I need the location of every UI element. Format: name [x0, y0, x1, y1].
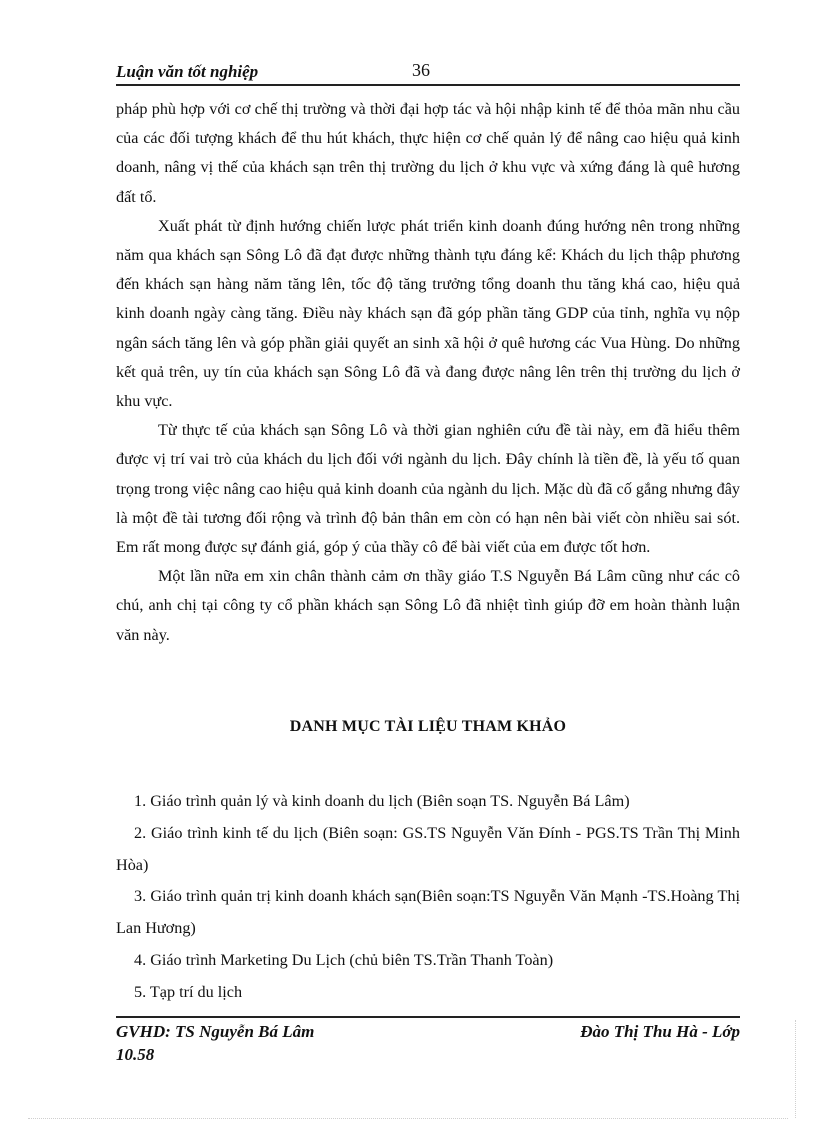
- references-list: [116, 786, 740, 1009]
- paragraph: Xuất phát từ định hướng chiến lược phát triển kinh doanh đúng hướng nên trong những năm qua khách sạn Sông Lô đã đạt được những thành tựu đáng kể: Khách du lịch thập phương đến khách sạn hàng năm tăng lên, tốc độ tăng trưởng tổng doanh thu tăng khá cao, hiệu quả kinh doanh ngày càng tăng. Điều này khách sạn đã góp phần tăng GDP của tỉnh, nghĩa vụ nộp ngân sách tăng lên và góp phần giải quyết an sinh xã hội ở quê hương các Vua Hùng. Do những kết quả trên, uy tín của khách sạn Sông Lô đã và đang được nâng lên trên thị trường du lịch ở khu vực.: [116, 216, 740, 411]
- page-edge-divider-vertical: [795, 1020, 796, 1118]
- body-text: [116, 95, 740, 650]
- page-header: [116, 58, 740, 86]
- footer-class: 10.58: [116, 1045, 155, 1064]
- page-footer: [116, 1016, 740, 1064]
- reference-item: 1. Giáo trình quản lý và kinh doanh du lịch (Biên soạn TS. Nguyễn Bá Lâm): [134, 792, 630, 810]
- reference-item: 3. Giáo trình quản trị kinh doanh khách sạn(Biên soạn:TS Nguyễn Văn Mạnh -TS.Hoàng Thị Lan Hương): [116, 887, 740, 938]
- footer-author: Đào Thị Thu Hà - Lớp: [580, 1022, 740, 1041]
- paragraph-continuation: pháp phù hợp với cơ chế thị trường và thời đại hợp tác và hội nhập kinh tế để thỏa mãn nhu cầu của các đối tượng khách để thu hút khách, thực hiện cơ chế quản lý để nâng cao hiệu quả kinh doanh, nâng vị thế của khách sạn trên thị trường du lịch ở khu vực và xứng đáng là quê hương đất tổ.: [116, 100, 740, 206]
- paragraph: Một lần nữa em xin chân thành cảm ơn thầy giáo T.S Nguyễn Bá Lâm cũng như các cô chú, anh chị tại công ty cổ phần khách sạn Sông Lô đã nhiệt tình giúp đỡ em hoàn thành luận văn này.: [116, 567, 740, 644]
- header-title: Luận văn tốt nghiệp: [116, 62, 259, 81]
- reference-item: 5. Tạp trí du lịch: [134, 982, 243, 1001]
- page-edge-divider: [28, 1118, 788, 1119]
- footer-supervisor: GVHD: TS Nguyễn Bá Lâm: [116, 1022, 315, 1041]
- page-number: 36: [412, 60, 430, 80]
- references-title: DANH MỤC TÀI LIỆU THAM KHẢO: [289, 718, 567, 735]
- reference-item: 2. Giáo trình kinh tế du lịch (Biên soạn: GS.TS Nguyễn Văn Đính - PGS.TS Trần Thị Minh Hòa): [116, 823, 740, 874]
- reference-item: 4. Giáo trình Marketing Du Lịch (chủ biên TS.Trần Thanh Toàn): [134, 950, 554, 969]
- paragraph: Từ thực tế của khách sạn Sông Lô và thời gian nghiên cứu đề tài này, em đã hiểu thêm được vị trí vai trò của khách du lịch đối với ngành du lịch. Đây chính là tiền đề, là yếu tố quan trọng trong việc nâng cao hiệu quả kinh doanh của ngành du lịch. Mặc dù đã cố gắng nhưng đây là một đề tài tương đối rộng và trình độ bản thân em còn có hạn nên bài viết còn nhiều sai sót. Em rất mong được sự đánh giá, góp ý của thầy cô để bài viết của em được tốt hơn.: [116, 421, 740, 557]
